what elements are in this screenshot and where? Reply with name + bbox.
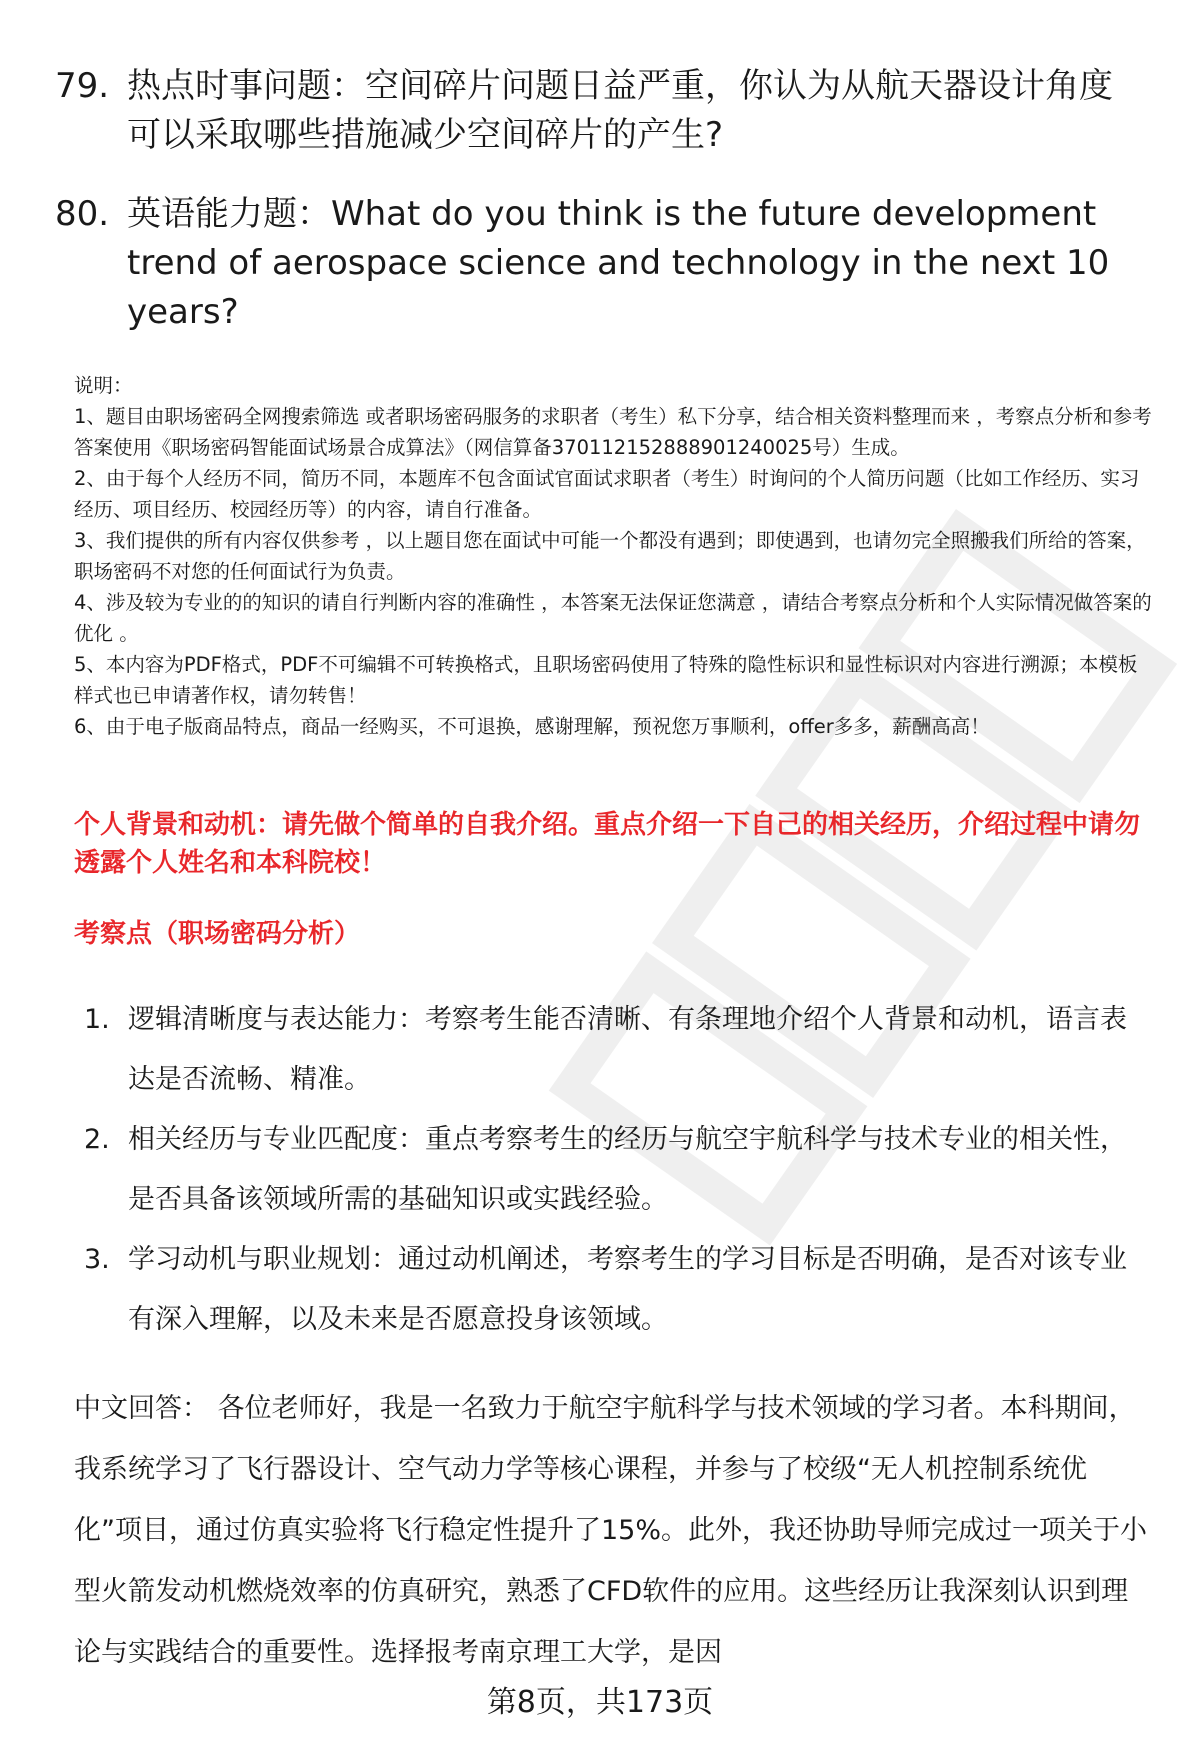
list-item-text: 逻辑清晰度与表达能力：考察考生能否清晰、有条理地介绍个人背景和动机，语言表达是否流畅、精准。 (128, 1004, 1127, 1095)
question-79 (55, 62, 1135, 160)
list-item-text: 相关经历与专业匹配度：重点考察考生的经历与航空宇航科学与技术专业的相关性，是否具备该领域所需的基础知识或实践经验。 (128, 1124, 1127, 1215)
chinese-answer: 中文回答： 各位老师好，我是一名致力于航空宇航科学与技术领域的学习者。本科期间，我系统学习了飞行器设计、空气动力学等核心课程，并参与了校级“无人机控制系统优化”项目，通过仿真实验将飞行稳定性提升了15%。此外，我还协助导师完成过一项关于小型火箭发动机燃烧效率的仿真研究，熟悉了CFD软件的应用。这些经历让我深刻认识到理论与实践结合的重要性。选择报考南京理工大学，是因 (74, 1393, 1147, 1668)
list-item-number: 2. (84, 1124, 110, 1155)
question-number: 80. (55, 194, 110, 234)
notes-title: 说明： (74, 374, 133, 397)
page-number: 第8页，共173页 (486, 1685, 714, 1720)
question-text: 热点时事问题：空间碎片问题日益严重，你认为从航天器设计角度可以采取哪些措施减少空间碎片的产生? (127, 66, 1113, 155)
background-question-heading: 个人背景和动机：请先做个简单的自我介绍。重点介绍一下自己的相关经历，介绍过程中请勿透露个人姓名和本科院校！ (74, 810, 1141, 878)
notes-item: 4、涉及较为专业的的知识的请自行判断内容的准确性 ，本答案无法保证您满意 ，请结合考察点分析和个人实际情况做答案的优化 。 (74, 591, 1152, 645)
focus-points-list (84, 990, 1144, 1350)
notes-item: 2、由于每个人经历不同，简历不同，本题库不包含面试官面试求职者（考生）时询问的个人简历问题（比如工作经历、实习经历、项目经历、校园经历等）的内容，请自行准备。 (74, 467, 1140, 521)
question-text: 英语能力题：What do you think is the future development trend of aerospace science and technology in the next 10 years? (127, 194, 1110, 332)
notes-item: 5、本内容为PDF格式，PDF不可编辑不可转换格式，且职场密码使用了特殊的隐性标识和显性标识对内容进行溯源；本模板样式也已申请著作权，请勿转售！ (74, 653, 1138, 707)
list-item-text: 学习动机与职业规划：通过动机阐述，考察考生的学习目标是否明确，是否对该专业有深入理解，以及未来是否愿意投身该领域。 (128, 1244, 1127, 1335)
question-80 (55, 190, 1135, 337)
list-item (84, 1230, 1144, 1350)
notes-item: 3、我们提供的所有内容仅供参考 ，以上题目您在面试中可能一个都没有遇到；即使遇到，也请勿完全照搬我们所给的答案，职场密码不对您的任何面试行为负责。 (74, 529, 1146, 583)
notes-section (74, 370, 1154, 742)
list-item (84, 1110, 1144, 1230)
question-number: 79. (55, 66, 110, 106)
list-item-number: 1. (84, 1004, 110, 1035)
notes-item: 6、由于电子版商品特点，商品一经购买，不可退换，感谢理解，预祝您万事顺利，offer多多，薪酬高高！ (74, 715, 990, 738)
list-item (84, 990, 1144, 1110)
list-item-number: 3. (84, 1244, 110, 1275)
notes-item: 1、题目由职场密码全网搜索筛选 或者职场密码服务的求职者（考生）私下分享，结合相关资料整理而来 ，考察点分析和参考答案使用《职场密码智能面试场景合成算法》（网信算备370112152888901240025号）生成。 (74, 405, 1152, 459)
focus-points-heading: 考察点（职场密码分析） (74, 919, 361, 949)
